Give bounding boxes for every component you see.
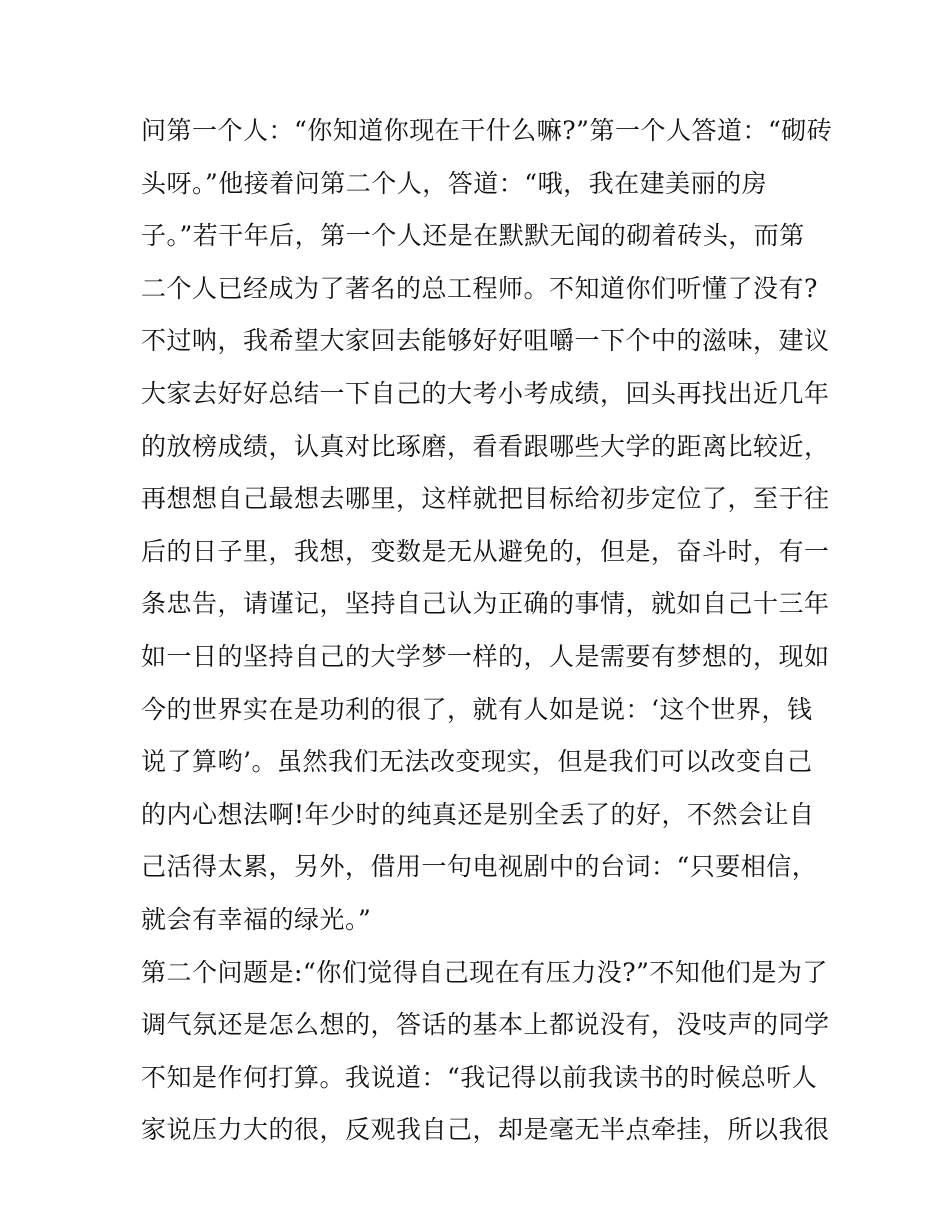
text-line: 如一日的坚持自己的大学梦一样的，人是需要有梦想的，现如 — [141, 641, 830, 671]
text-line: 今的世界实在是功利的很了，就有人如是说：‘这个世界，钱 — [141, 694, 813, 724]
text-line: 己活得太累，另外，借用一句电视剧中的台词：“只要相信， — [141, 852, 818, 882]
body-text — [141, 105, 833, 1157]
text-line: 子。”若干年后，第一个人还是在默默无闻的砌着砖头，而第 — [141, 221, 805, 251]
text-line: 第二个问题是:“你们觉得自己现在有压力没?”不知他们是为了 — [141, 957, 828, 987]
text-line: 的放榜成绩，认真对比琢磨，看看跟哪些大学的距离比较近， — [141, 431, 830, 461]
text-line: 二个人已经成为了著名的总工程师。不知道你们听懂了没有? — [141, 273, 818, 303]
text-line: 后的日子里，我想，变数是无从避免的，但是，奋斗时，有一 — [141, 536, 830, 566]
text-line: 大家去好好总结一下自己的大考小考成绩，回头再找出近几年 — [141, 378, 830, 408]
text-line: 不过呐，我希望大家回去能够好好咀嚼一下个中的滋味，建议 — [141, 326, 830, 356]
text-line: 就会有幸福的绿光。” — [141, 904, 372, 934]
text-line: 问第一个人：“你知道你现在干什么嘛?”第一个人答道：“砌砖 — [141, 116, 833, 145]
text-line: 说了算哟’。虽然我们无法改变现实，但是我们可以改变自己 — [141, 747, 813, 777]
text-line: 不知是作何打算。我说道：“我记得以前我读书的时候总听人 — [141, 1062, 818, 1092]
text-line: 再想想自己最想去哪里，这样就把目标给初步定位了，至于往 — [141, 484, 830, 514]
text-line: 的内心想法啊!年少时的纯真还是别全丢了的好，不然会让自 — [141, 799, 815, 829]
text-line: 家说压力大的很，反观我自己，却是毫无半点牵挂，所以我很 — [141, 1115, 830, 1145]
text-line: 头呀。”他接着问第二个人，答道：“哦，我在建美丽的房 — [141, 168, 768, 198]
text-line: 条忠告，请谨记，坚持自己认为正确的事情，就如自己十三年 — [141, 589, 830, 619]
text-line: 调气氛还是怎么想的，答话的基本上都说没有，没吱声的同学 — [141, 1010, 830, 1040]
